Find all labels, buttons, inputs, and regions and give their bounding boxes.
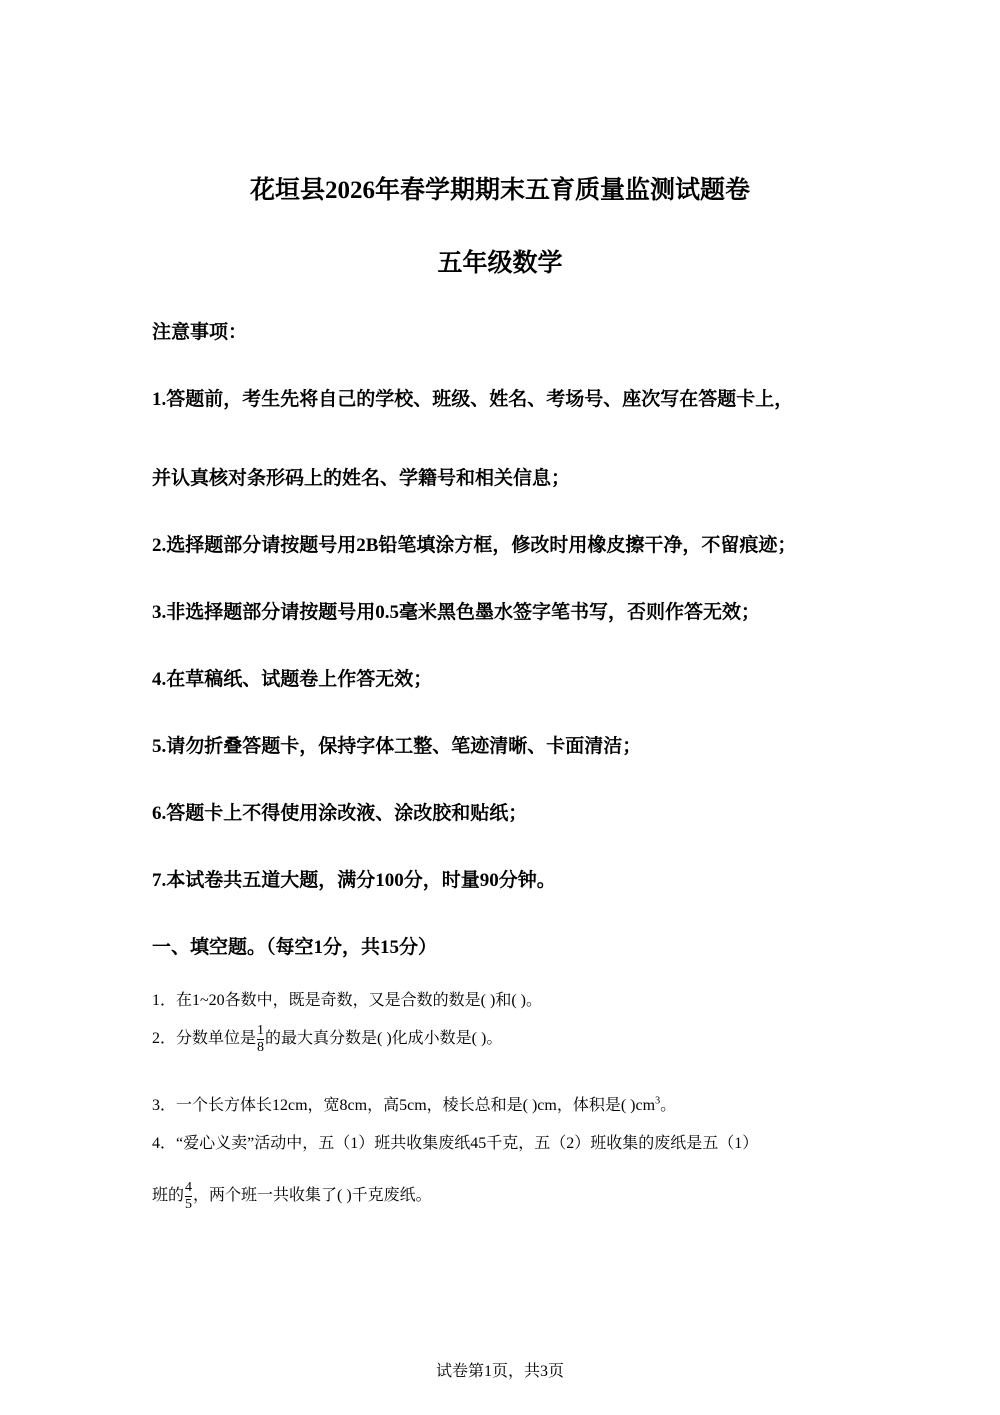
question-2 (152, 1023, 502, 1056)
fraction-denominator: 5 (185, 1197, 193, 1212)
question-2-before: 2．分数单位是 (152, 1030, 257, 1048)
question-4-line-1: 4．“爱心义卖”活动中，五（1）班共收集废纸45千克，五（2）班收集的废纸是五（1） (152, 1135, 759, 1152)
notice-item-2: 2.选择题部分请按题号用2B铅笔填涂方框，修改时用橡皮擦干净，不留痕迹； (152, 535, 797, 556)
notice-item-1-cont: 并认真核对条形码上的姓名、学籍号和相关信息； (152, 468, 571, 489)
question-3-end: 。 (660, 1097, 677, 1114)
question-4-before: 班的 (152, 1187, 185, 1205)
fraction-numerator: 1 (257, 1023, 265, 1038)
notice-item-4: 4.在草稿纸、试题卷上作答无效； (152, 669, 433, 690)
question-1: 1．在1~20各数中，既是奇数，又是合数的数是( )和( )。 (152, 992, 542, 1009)
fraction-numerator: 4 (185, 1180, 193, 1195)
question-4-after: ，两个班一共收集了( )千克废纸。 (193, 1187, 432, 1205)
section-heading: 一、填空题。（每空1分，共15分） (152, 937, 438, 958)
question-3 (152, 1092, 676, 1115)
notice-item-3: 3.非选择题部分请按题号用0.5毫米黑色墨水签字笔书写，否则作答无效； (152, 602, 761, 623)
question-4-line-2 (152, 1180, 432, 1213)
exam-subtitle: 五年级数学 (437, 250, 563, 277)
exam-title: 花垣县2026年春学期期末五育质量监测试题卷 (249, 177, 750, 204)
question-2-after: 的最大真分数是( )化成小数是( )。 (265, 1030, 503, 1048)
fraction-denominator: 8 (257, 1040, 265, 1055)
page-footer: 试卷第1页，共3页 (435, 1363, 564, 1380)
fraction-four-fifths (185, 1180, 192, 1213)
notice-item-7: 7.本试卷共五道大题，满分100分，时量90分钟。 (152, 870, 556, 891)
cubic-superscript: 3 (655, 1095, 661, 1107)
notice-item-1: 1.答题前，考生先将自己的学校、班级、姓名、考场号、座次写在答题卡上， (152, 389, 794, 410)
notice-item-6: 6.答题卡上不得使用涂改液、涂改胶和贴纸； (152, 803, 528, 824)
notice-item-5: 5.请勿折叠答题卡，保持字体工整、笔迹清晰、卡面清洁； (152, 736, 642, 757)
notice-heading: 注意事项： (152, 322, 248, 343)
question-3-text: 3．一个长方体长12cm，宽8cm，高5cm，棱长总和是( )cm，体积是( )cm (152, 1097, 656, 1114)
fraction-one-eighth (257, 1023, 264, 1056)
